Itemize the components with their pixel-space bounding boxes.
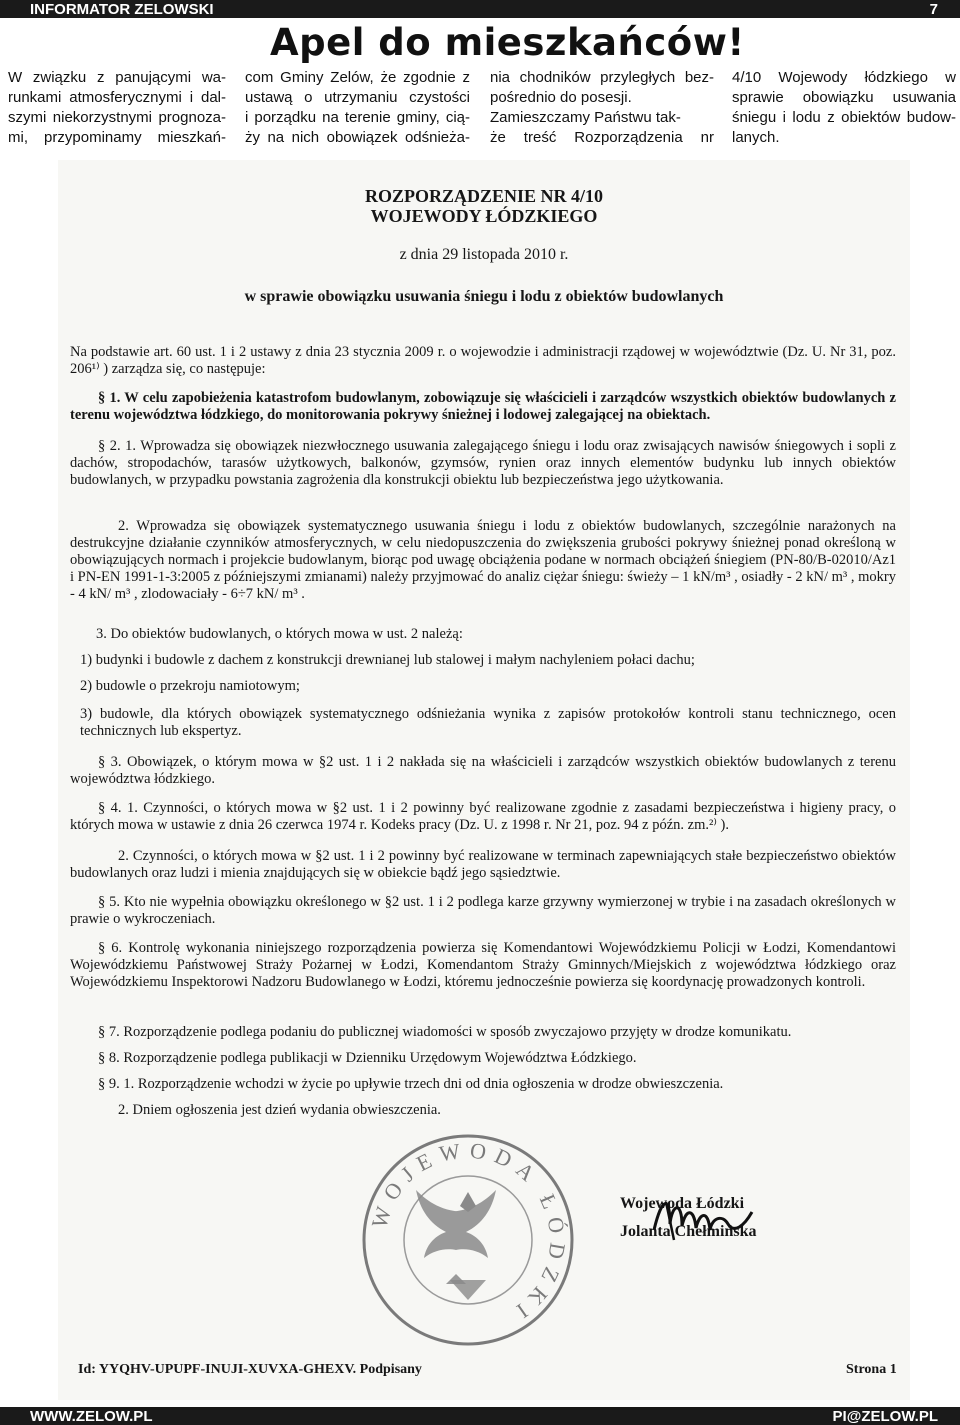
intro-column-3: [490, 68, 714, 148]
intro-line: mi, przypominamy mieszkań-: [8, 129, 226, 146]
paragraph-2-3: 3. Do obiektów budowlanych, o których mowa w ust. 2 należą:: [96, 626, 463, 642]
paragraph-9-1: § 9. 1. Rozporządzenie wchodzi w życie po upływie trzech dni od dnia ogłoszenia w drodze obwieszczenia.: [98, 1076, 724, 1092]
section-title: INFORMATOR ZELOWSKI: [30, 0, 214, 18]
document-id: Id: YYQHV-UPUPF-INUJI-XUVXA-GHEXV. Podpisany: [78, 1362, 422, 1377]
paragraph-1: § 1. W celu zapobieżenia katastrofom budowlanym, zobowiązuje się właścicieli i zarządców wszystkich obiektów budowlanych z terenu województwa łódzkiego, do monitorowania pokrywy śnieżnej i lodowej zalegającej na obiektach.: [70, 390, 896, 423]
intro-line: szymi niekorzystnymi prognoza-: [8, 109, 226, 126]
intro-line: runkami atmosferycznymi i dal-: [8, 89, 226, 106]
page-number: 7: [929, 0, 938, 18]
intro-column-4: [732, 68, 956, 148]
paragraph-4-1: § 4. 1. Czynności, o których mowa w §2 ust. 1 i 2 powinny być realizowane zgodnie z zasadami bezpieczeństwa i higieny pracy, o których mowa w ustawie z dnia 26 czerwca 1974 r. Kodeks pracy (Dz. U. z 1998 r. Nr 21, poz. 94 z późn. zm.²⁾ ).: [70, 800, 896, 833]
intro-line: W związku z panującymi wa-: [8, 69, 226, 86]
intro-line: ży na nich obowiązek odśnieża-: [245, 129, 470, 146]
email-link[interactable]: PI@ZELOW.PL: [832, 1407, 938, 1425]
document-date: z dnia 29 listopada 2010 r.: [399, 246, 569, 263]
paragraph-9-2: 2. Dniem ogłoszenia jest dzień wydania obwieszczenia.: [118, 1102, 441, 1118]
handwritten-signature-icon: [648, 1190, 758, 1250]
footer-bar: [0, 1407, 960, 1425]
intro-line: 4/10 Wojewody łódzkiego w: [732, 69, 956, 86]
seal-text: WOJEWODA ŁÓDZKI: [366, 1137, 571, 1329]
intro-line: sprawie obowiązku usuwania: [732, 89, 956, 106]
intro-line: że treść Rozporządzenia nr: [490, 129, 714, 146]
intro-column-2: [245, 68, 470, 148]
official-seal-icon: [358, 1130, 578, 1350]
intro-line: Zamieszczamy Państwu tak-: [490, 109, 681, 126]
list-item: 1) budynki i budowle z dachem z konstrukcji drewnianej lub stalowej i małym nachyleniem połaci dachu;: [80, 652, 695, 668]
intro-column-1: [8, 68, 226, 148]
intro-line: nia chodników przyległych bez-: [490, 69, 714, 86]
list-item: 3) budowle, dla których obowiązek systematycznego odśnieżania wynika z zapisów protokołów kontroli stanu technicznego, ocen technicznych lub ekspertyz.: [80, 706, 896, 739]
article-headline: Apel do mieszkańców!: [270, 21, 745, 64]
document-page: Strona 1: [846, 1362, 897, 1377]
list-item: 2) budowle o przekroju namiotowym;: [80, 678, 300, 694]
preamble: Na podstawie art. 60 ust. 1 i 2 ustawy z dnia 23 stycznia 2009 r. o wojewodzie i administracji rządowej w województwie (Dz. U. Nr 31, poz. 206¹⁾ ) zarządza się, co następuje:: [70, 344, 896, 377]
document-subject: w sprawie obowiązku usuwania śniegu i lodu z obiektów budowlanych: [244, 288, 724, 305]
paragraph-6: § 6. Kontrolę wykonania niniejszego rozporządzenia powierza się Komendantowi Wojewódzkiemu Policji w Łodzi, Komendantowi Wojewódzkiemu Państwowej Straży Pożarnej w Łodzi, Komendantom Straży Gminnych/Miejskich z województwa łódzkiego oraz Wojewódzkiemu Inspektorowi Nadzoru Budowlanego w Łodzi, któremu jednocześnie powierza się koordynację prowadzonych kontroli.: [70, 940, 896, 990]
document-issuer: WOJEWODY ŁÓDZKIEGO: [370, 206, 598, 226]
paragraph-8: § 8. Rozporządzenie podlega publikacji w Dzienniku Urzędowym Województwa Łódzkiego.: [98, 1050, 637, 1066]
intro-line: com Gminy Zelów, że zgodnie z: [245, 69, 470, 86]
paragraph-4-2: 2. Czynności, o których mowa w §2 ust. 1 i 2 powinny być realizowane w terminach zapewniających stałe bezpieczeństwo obiektów budowlanych oraz ludzi i mienia znajdujących się w obiekcie bądź jego sąsiedztwie.: [70, 848, 896, 881]
document-title: ROZPORZĄDZENIE NR 4/10: [364, 186, 604, 206]
intro-line: lanych.: [732, 129, 780, 146]
website-link[interactable]: WWW.ZELOW.PL: [30, 1407, 153, 1425]
paragraph-5: § 5. Kto nie wypełnia obowiązku określonego w §2 ust. 1 i 2 podlega karze grzywny wymierzonej w trybie i na zasadach określonych w prawie o wykroczeniach.: [70, 894, 896, 927]
paragraph-3: § 3. Obowiązek, o którym mowa w §2 ust. 1 i 2 nakłada się na właścicieli i zarządców wszystkich obiektów budowlanych z terenu województwa łódzkiego.: [70, 754, 896, 787]
paragraph-2-2: 2. Wprowadza się obowiązek systematycznego usuwania śniegu i lodu z obiektów budowlanych, szczególnie narażonych na destrukcyjne działanie czynników atmosferycznych, w celu niedopuszczenia do zwiększenia grubości pokrywy śnieżnej ponad określoną w obowiązujących normach i projekcie budowlanym, biorąc pod uwagę obciążenia podane w normach obciążeń śniegiem (PN-80/B-02010/Az1 i PN-EN 1991-1-3:2005 z późniejszymi zmianami) należy przyjmować do analiz ciężar śniegu: świeży – 1 kN/m³ , osiadły - 2 kN/ m³ , mokry - 4 kN/ m³ , zlodowaciały - 6÷7 kN/ m³ .: [70, 518, 896, 602]
paragraph-7: § 7. Rozporządzenie podlega podaniu do publicznej wiadomości w sposób zwyczajowo przyjęty w drodze komunikatu.: [98, 1024, 792, 1040]
signatory-title: Wojewoda Łódzki: [620, 1195, 745, 1212]
intro-line: ustawą o utrzymaniu czystości: [245, 89, 470, 106]
intro-line: śniegu i lodu z obiektów budow-: [732, 109, 956, 126]
intro-line: i porządku na terenie gminy, cią-: [245, 109, 470, 126]
paragraph-2-1: § 2. 1. Wprowadza się obowiązek niezwłocznego usuwania zalegającego śniegu i lodu oraz zwisających nawisów śniegowych i sopli z dachów, stropodachów, tarasów użytkowych, balkonów, gzymsów, rynien oraz innych elementów budynku lub innych obiektów budowlanych, w przypadku powstania zagrożenia dla konstrukcji obiektu lub bezpieczeństwa jego użytkowania.: [70, 438, 896, 488]
header-bar: [0, 0, 960, 18]
signatory-name: Jolanta Chełmińska: [620, 1223, 757, 1240]
scanned-regulation-document: [58, 160, 910, 1400]
intro-line: pośrednio do posesji.: [490, 89, 632, 106]
